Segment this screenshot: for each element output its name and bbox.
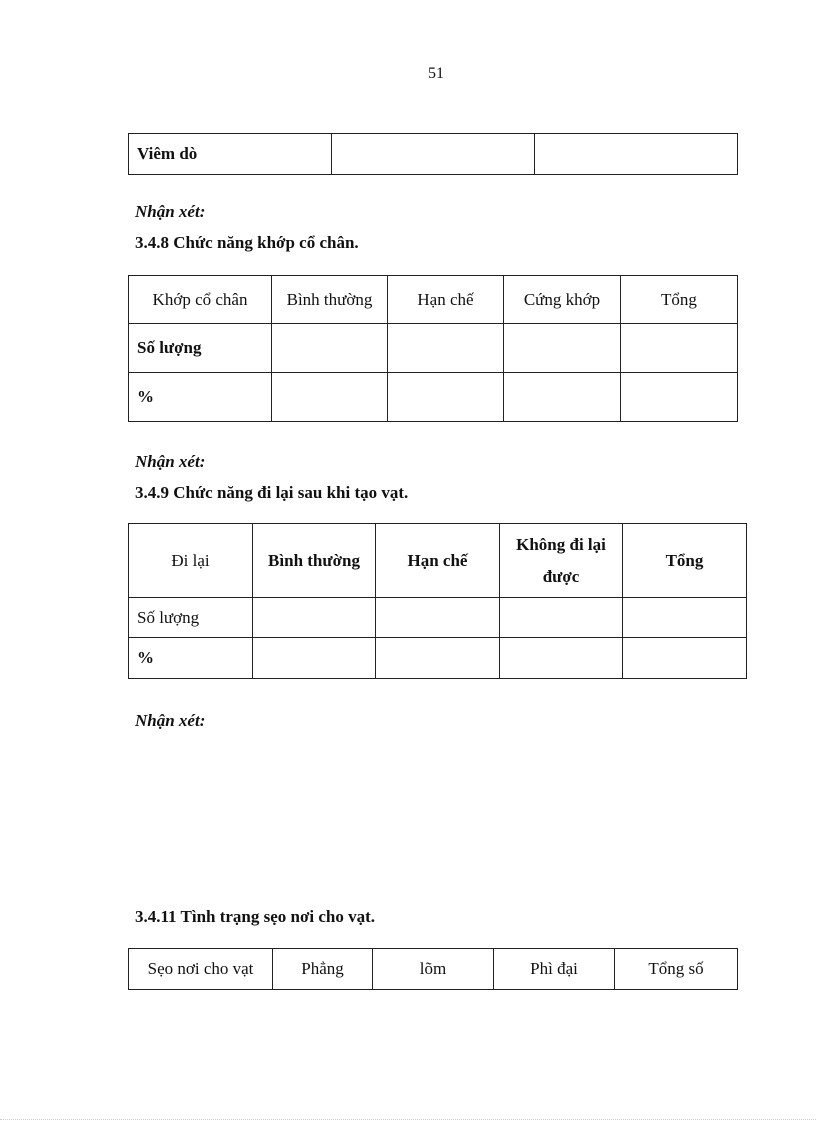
table-cell	[500, 638, 623, 679]
table-cell	[621, 373, 738, 422]
remark-label: Nhận xét:	[135, 202, 206, 221]
donor-scar-table	[128, 948, 738, 990]
table-cell	[272, 373, 388, 422]
table-cell	[504, 373, 621, 422]
table-header-row	[129, 276, 738, 324]
fistula-table	[128, 133, 738, 175]
table-cell	[253, 598, 376, 638]
table-cell	[376, 598, 500, 638]
table-cell	[376, 638, 500, 679]
table-cell	[388, 373, 504, 422]
column-header: Tổng	[621, 276, 738, 324]
row-label: Số lượng	[129, 324, 272, 373]
section-heading-3-4-11: 3.4.11 Tình trạng sẹo nơi cho vạt.	[135, 907, 376, 926]
table-cell: Viêm dò	[129, 134, 332, 175]
table-cell	[253, 638, 376, 679]
table-cell	[623, 598, 747, 638]
table-row	[129, 638, 747, 679]
column-header: Đi lại	[129, 524, 253, 598]
table-header-row	[129, 949, 738, 990]
table-cell	[332, 134, 535, 175]
table-row	[129, 324, 738, 373]
column-header: Tổng	[623, 524, 747, 598]
section-heading-3-4-8: 3.4.8 Chức năng khớp cổ chân.	[135, 233, 359, 252]
page-number: 51	[428, 65, 444, 82]
column-header: Tổng số	[615, 949, 738, 990]
table-cell	[621, 324, 738, 373]
table-cell	[500, 598, 623, 638]
remark-label: Nhận xét:	[135, 711, 206, 730]
walking-function-table	[128, 523, 747, 679]
row-label: Số lượng	[129, 598, 253, 638]
row-label: %	[129, 638, 253, 679]
table-cell	[504, 324, 621, 373]
table-cell	[272, 324, 388, 373]
table-cell	[388, 324, 504, 373]
column-header: Khớp cổ chân	[129, 276, 272, 324]
table-header-row	[129, 524, 747, 598]
table-row	[129, 373, 738, 422]
column-header: Bình thường	[272, 276, 388, 324]
column-header: Phẳng	[273, 949, 373, 990]
table-cell	[623, 638, 747, 679]
row-label: %	[129, 373, 272, 422]
column-header: lõm	[373, 949, 494, 990]
column-header: Cứng khớp	[504, 276, 621, 324]
column-header: Phì đại	[494, 949, 615, 990]
column-header: Bình thường	[253, 524, 376, 598]
column-header: Hạn chế	[376, 524, 500, 598]
table-row	[129, 134, 738, 175]
column-header: Sẹo nơi cho vạt	[129, 949, 273, 990]
ankle-function-table	[128, 275, 738, 422]
page-bottom-edge	[0, 1119, 816, 1120]
remark-label: Nhận xét:	[135, 452, 206, 471]
column-header: Hạn chế	[388, 276, 504, 324]
section-heading-3-4-9: 3.4.9 Chức năng đi lại sau khi tạo vạt.	[135, 483, 409, 502]
column-header: Không đi lại được	[500, 524, 623, 598]
table-cell	[535, 134, 738, 175]
table-row	[129, 598, 747, 638]
